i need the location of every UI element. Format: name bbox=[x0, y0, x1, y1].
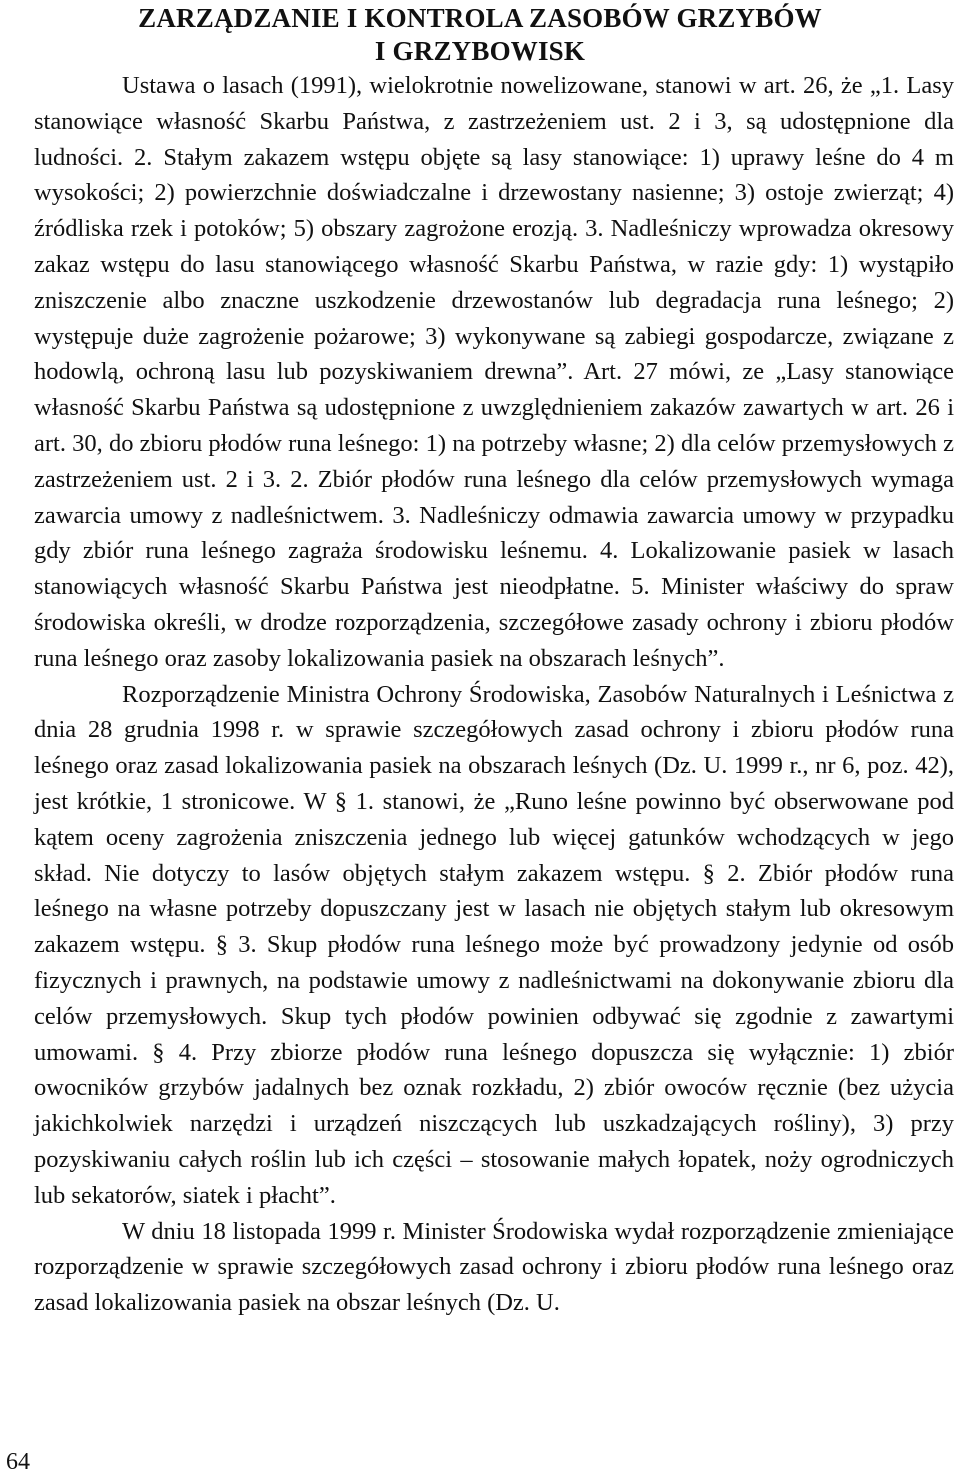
paragraph-regulation-1999: W dniu 18 listopada 1999 r. Minister Środowiska wydał rozporządzenie zmieniające rozporządzenie w sprawie szczegółowych zasad ochrony i zbioru płodów runa leśnego oraz zasad lokalizowania pasiek na obszar leśnych (Dz. U. bbox=[34, 1217, 954, 1317]
chapter-heading-line-1: ZARZĄDZANIE I KONTROLA ZASOBÓW GRZYBÓW bbox=[138, 3, 822, 33]
page-number: 64 bbox=[6, 1449, 30, 1475]
chapter-heading-line-2: I GRZYBOWISK bbox=[374, 36, 586, 66]
body-text bbox=[34, 68, 954, 1321]
paragraph-forest-act: Ustawa o lasach (1991), wielokrotnie nowelizowane, stanowi w art. 26, że „1. Lasy stanowiące własność Skarbu Państwa, z zastrzeżeniem ust. 2 i 3, są udostępnione dla ludności. 2. Stałym zakazem wstępu objęte są lasy stanowiące: 1) uprawy leśne do 4 m wysokości; 2) powierzchnie doświadczalne i drzewostany nasienne; 3) ostoje zwierząt; 4) źródliska rzek i potoków; 5) obszary zagrożone erozją. 3. Nadleśniczy wprowadza okresowy zakaz wstępu do lasu stanowiącego własność Skarbu Państwa, w razie gdy: 1) wystąpiło zniszczenie albo znaczne uszkodzenie drzewostanów lub degradacja runa leśnego; 2) występuje duże zagrożenie pożarowe; 3) wykonywane są zabiegi gospodarcze, związane z hodowlą, ochroną lasu lub pozyskiwaniem drewna”. Art. 27 mówi, ze „Lasy stanowiące własność Skarbu Państwa są udostępnione z uwzględnieniem zakazów zawartych w art. 26 i art. 30, do zbioru płodów runa leśnego: 1) na potrzeby własne; 2) dla celów przemysłowych z zastrzeżeniem ust. 2 i 3. 2. Zbiór płodów runa leśnego dla celów przemysłowych wymaga zawarcia umowy z nadleśnictwem. 3. Nadleśniczy odmawia zawarcia umowy w przypadku gdy zbiór runa leśnego zagraża środowisku leśnemu. 4. Lokalizowanie pasiek w lasach stanowiących własność Skarbu Państwa jest nieodpłatne. 5. Minister właściwy do spraw środowiska określi, w drodze rozporządzenia, szczegółowe zasady ochrony i zbioru płodów runa leśnego oraz zasoby lokalizowania pasiek na obszarach leśnych”. bbox=[34, 72, 954, 672]
paragraph-regulation-1998: Rozporządzenie Ministra Ochrony Środowiska, Zasobów Naturalnych i Leśnictwa z dnia 28 grudnia 1998 r. w sprawie szczegółowych zasad ochrony i zbioru płodów runa leśnego oraz zasad lokalizowania pasiek na obszarach leśnych (Dz. U. 1999 r., nr 6, poz. 42), jest krótkie, 1 stronicowe. W § 1. stanowi, że „Runo leśne powinno być obserwowane pod kątem oceny zagrożenia zniszczenia jednego lub więcej gatunków wchodzących w jego skład. Nie dotyczy to lasów objętych stałym zakazem wstępu. § 2. Zbiór płodów runa leśnego na własne potrzeby dopuszczany jest w lasach nie objętych stałym lub okresowym zakazem wstępu. § 3. Skup płodów runa leśnego może być prowadzony jedynie od osób fizycznych i prawnych, na podstawie umowy z nadleśnictwami na dokonywanie zbioru dla celów przemysłowych. Skup tych płodów powinien odbywać się zgodnie z zawartymi umowami. § 4. Przy zbiorze płodów runa leśnego dopuszcza się wyłącznie: 1) zbiór owocników grzybów jadalnych bez oznak rozkładu, 2) zbiór owoców ręcznie (bez użycia jakichkolwiek narzędzi i urządzeń niszczących lub uszkadzających rośliny), 3) przy pozyskiwaniu całych roślin lub ich części – stosowanie małych łopatek, noży ogrodniczych lub sekatorów, siatek i płacht”. bbox=[34, 680, 954, 1209]
